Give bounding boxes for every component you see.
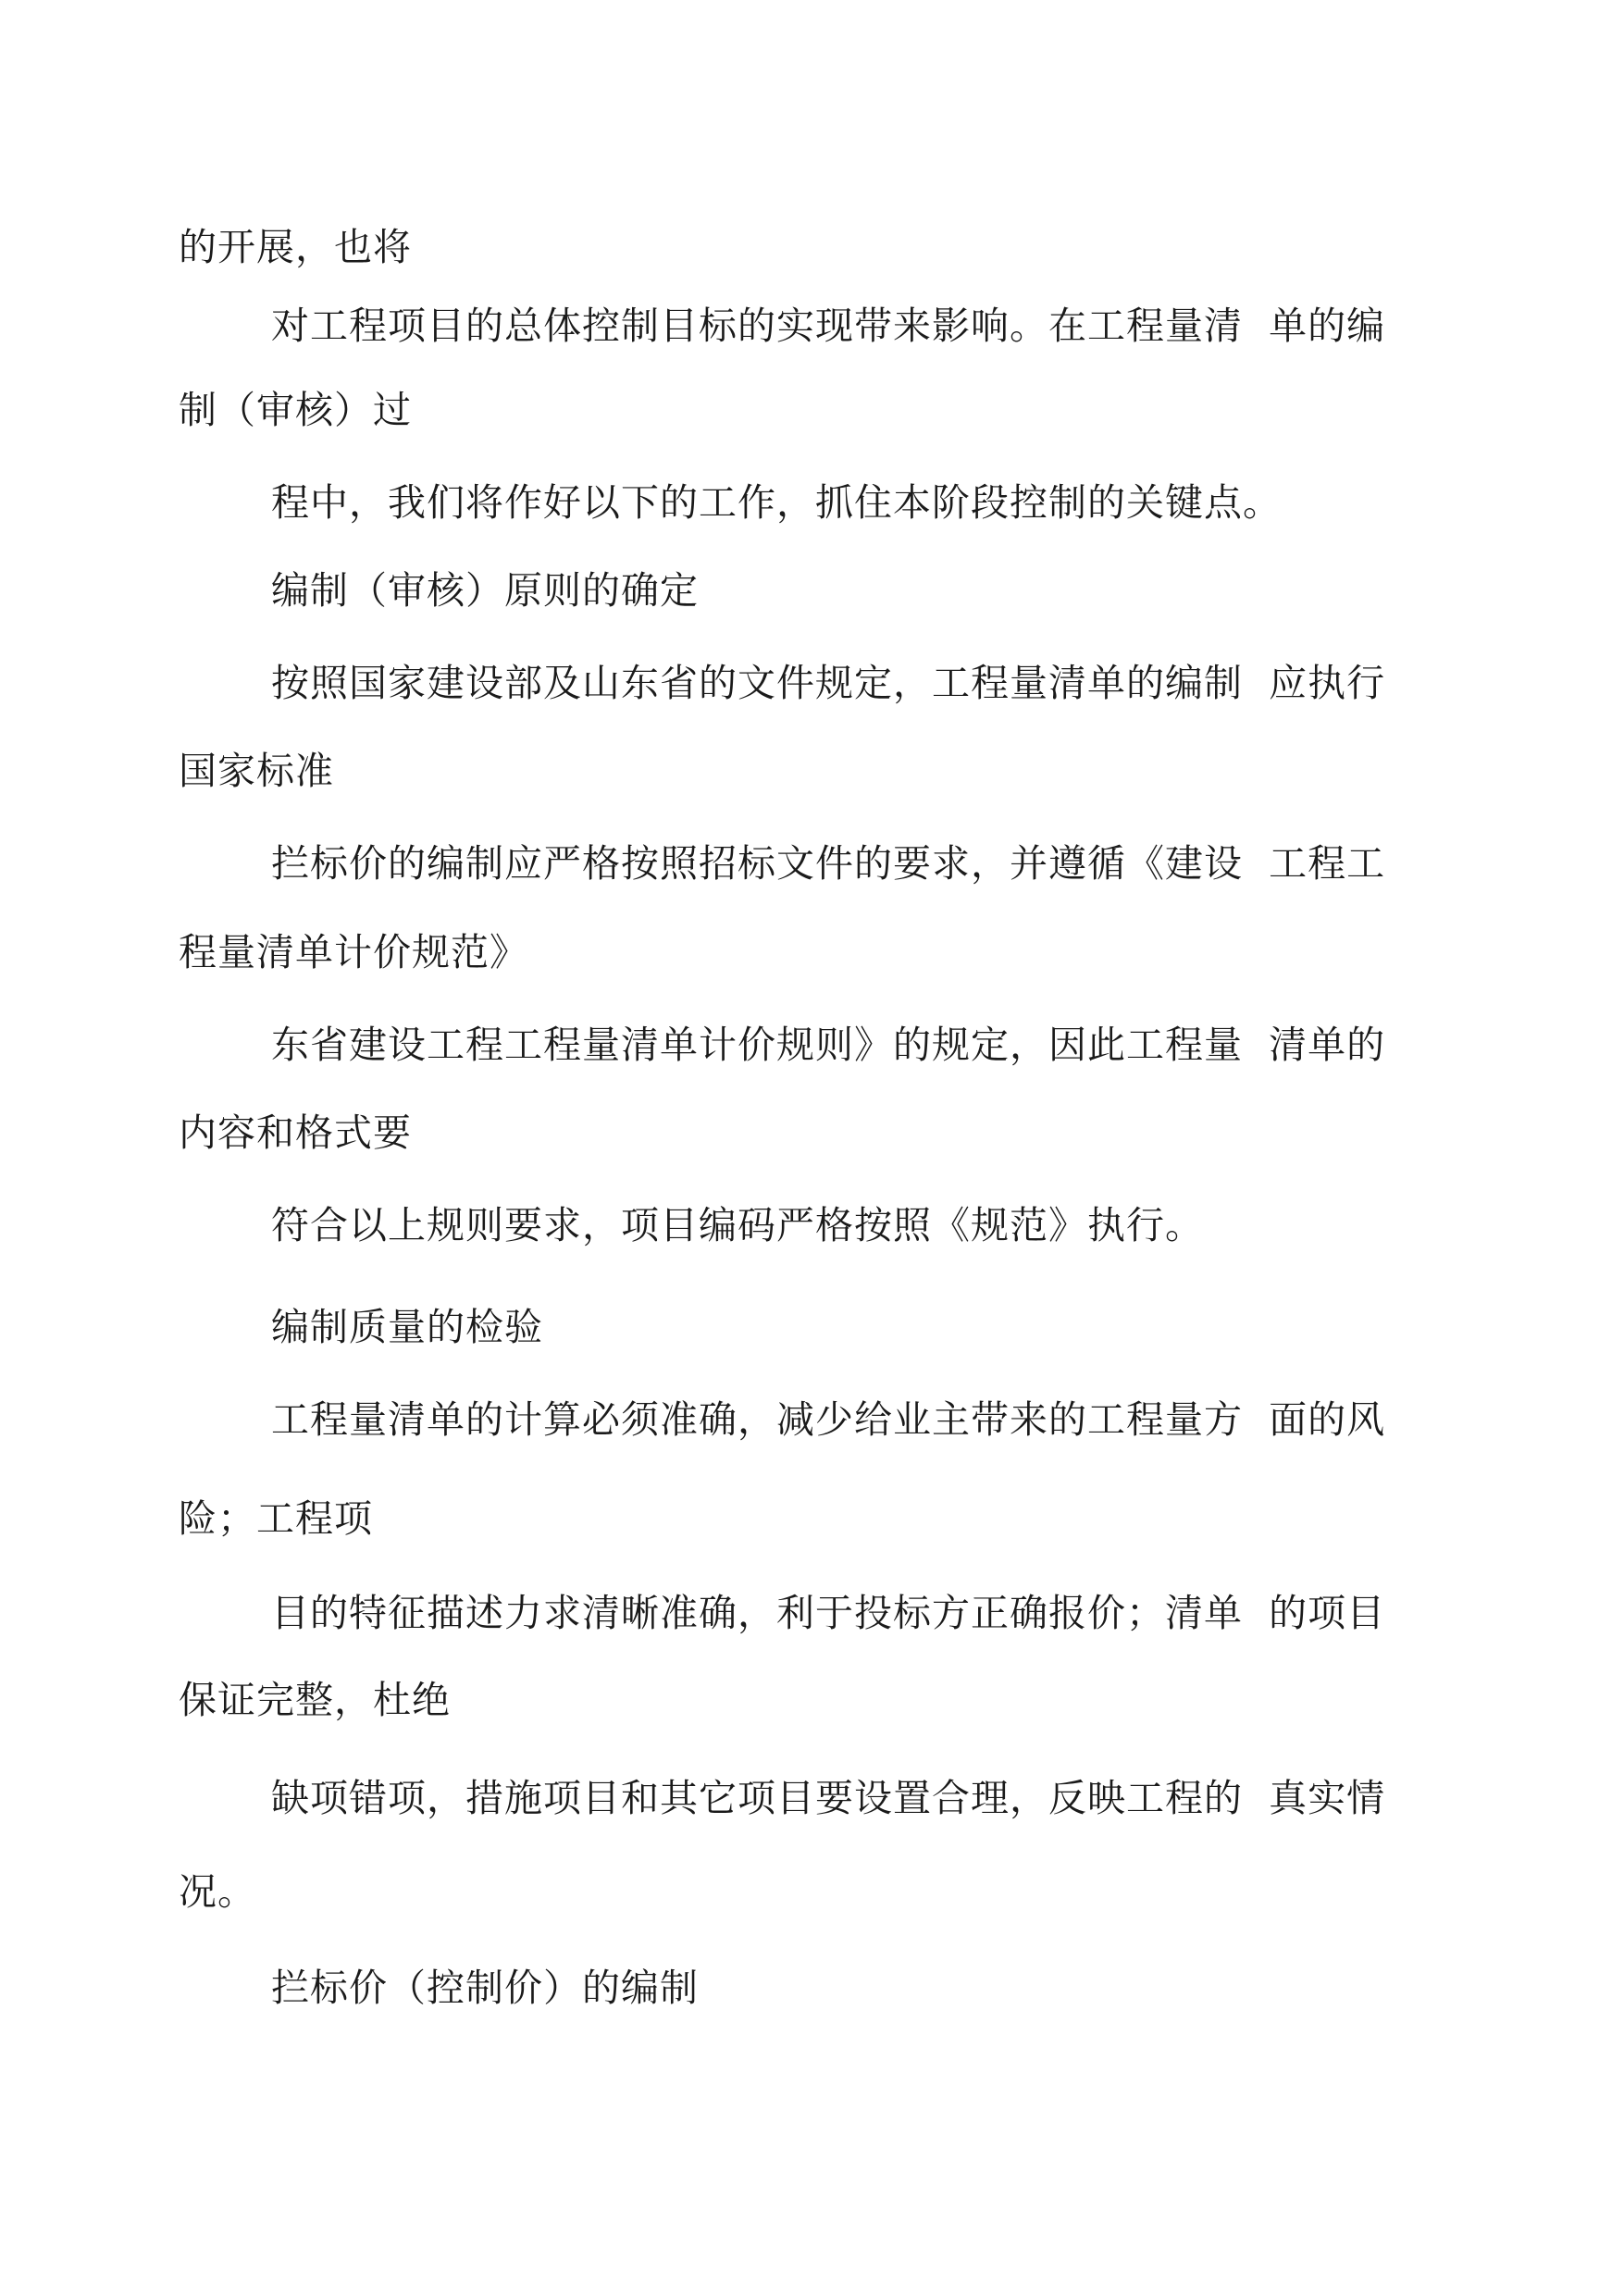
text-line: 东省建设工程工程量清单计价规则》的规定，因此工程量 清单的: [271, 1023, 1386, 1067]
text-line: 符合以上规则要求，项目编码严格按照《规范》执行。: [271, 1203, 1204, 1247]
text-line: 编制质量的检验: [271, 1305, 543, 1349]
text-line: 对工程项目的总体控制目标的实现带来影响。在工程量清 单的编: [271, 304, 1386, 348]
text-line: 拦标价（控制价）的编制: [271, 1966, 699, 2010]
text-line: 目的特征描述力求清晰准确，利于投标方正确报价；清单 的项目: [271, 1591, 1386, 1635]
text-line: 险；工程项: [179, 1496, 373, 1541]
text-line: 程中，我们将作好以下的工作，抓住本阶段控制的关键点。: [271, 480, 1282, 525]
text-line: 按照国家建设部及山东省的文件规定，工程量清单的编制 应执行: [271, 661, 1386, 705]
text-line: 缺项错项，措施项目和其它项目要设置合理，反映工程的 真实情: [271, 1776, 1386, 1820]
text-line: 编制（审核）原则的确定: [271, 568, 699, 613]
text-line: 拦标价的编制应严格按照招标文件的要求，并遵循《建设 工程工: [271, 841, 1386, 886]
text-line: 内容和格式要: [179, 1110, 412, 1155]
text-line: 保证完整，杜绝: [179, 1678, 451, 1722]
text-line: 工程量清单的计算必须准确，减少给业主带来的工程量方 面的风: [271, 1397, 1386, 1442]
text-line: 况。: [179, 1869, 256, 1914]
text-line: 制（审核）过: [179, 388, 412, 432]
text-line: 程量清单计价规范》: [179, 930, 528, 974]
text-line: 的开展，也将: [179, 225, 412, 269]
text-line: 国家标准: [179, 749, 334, 793]
